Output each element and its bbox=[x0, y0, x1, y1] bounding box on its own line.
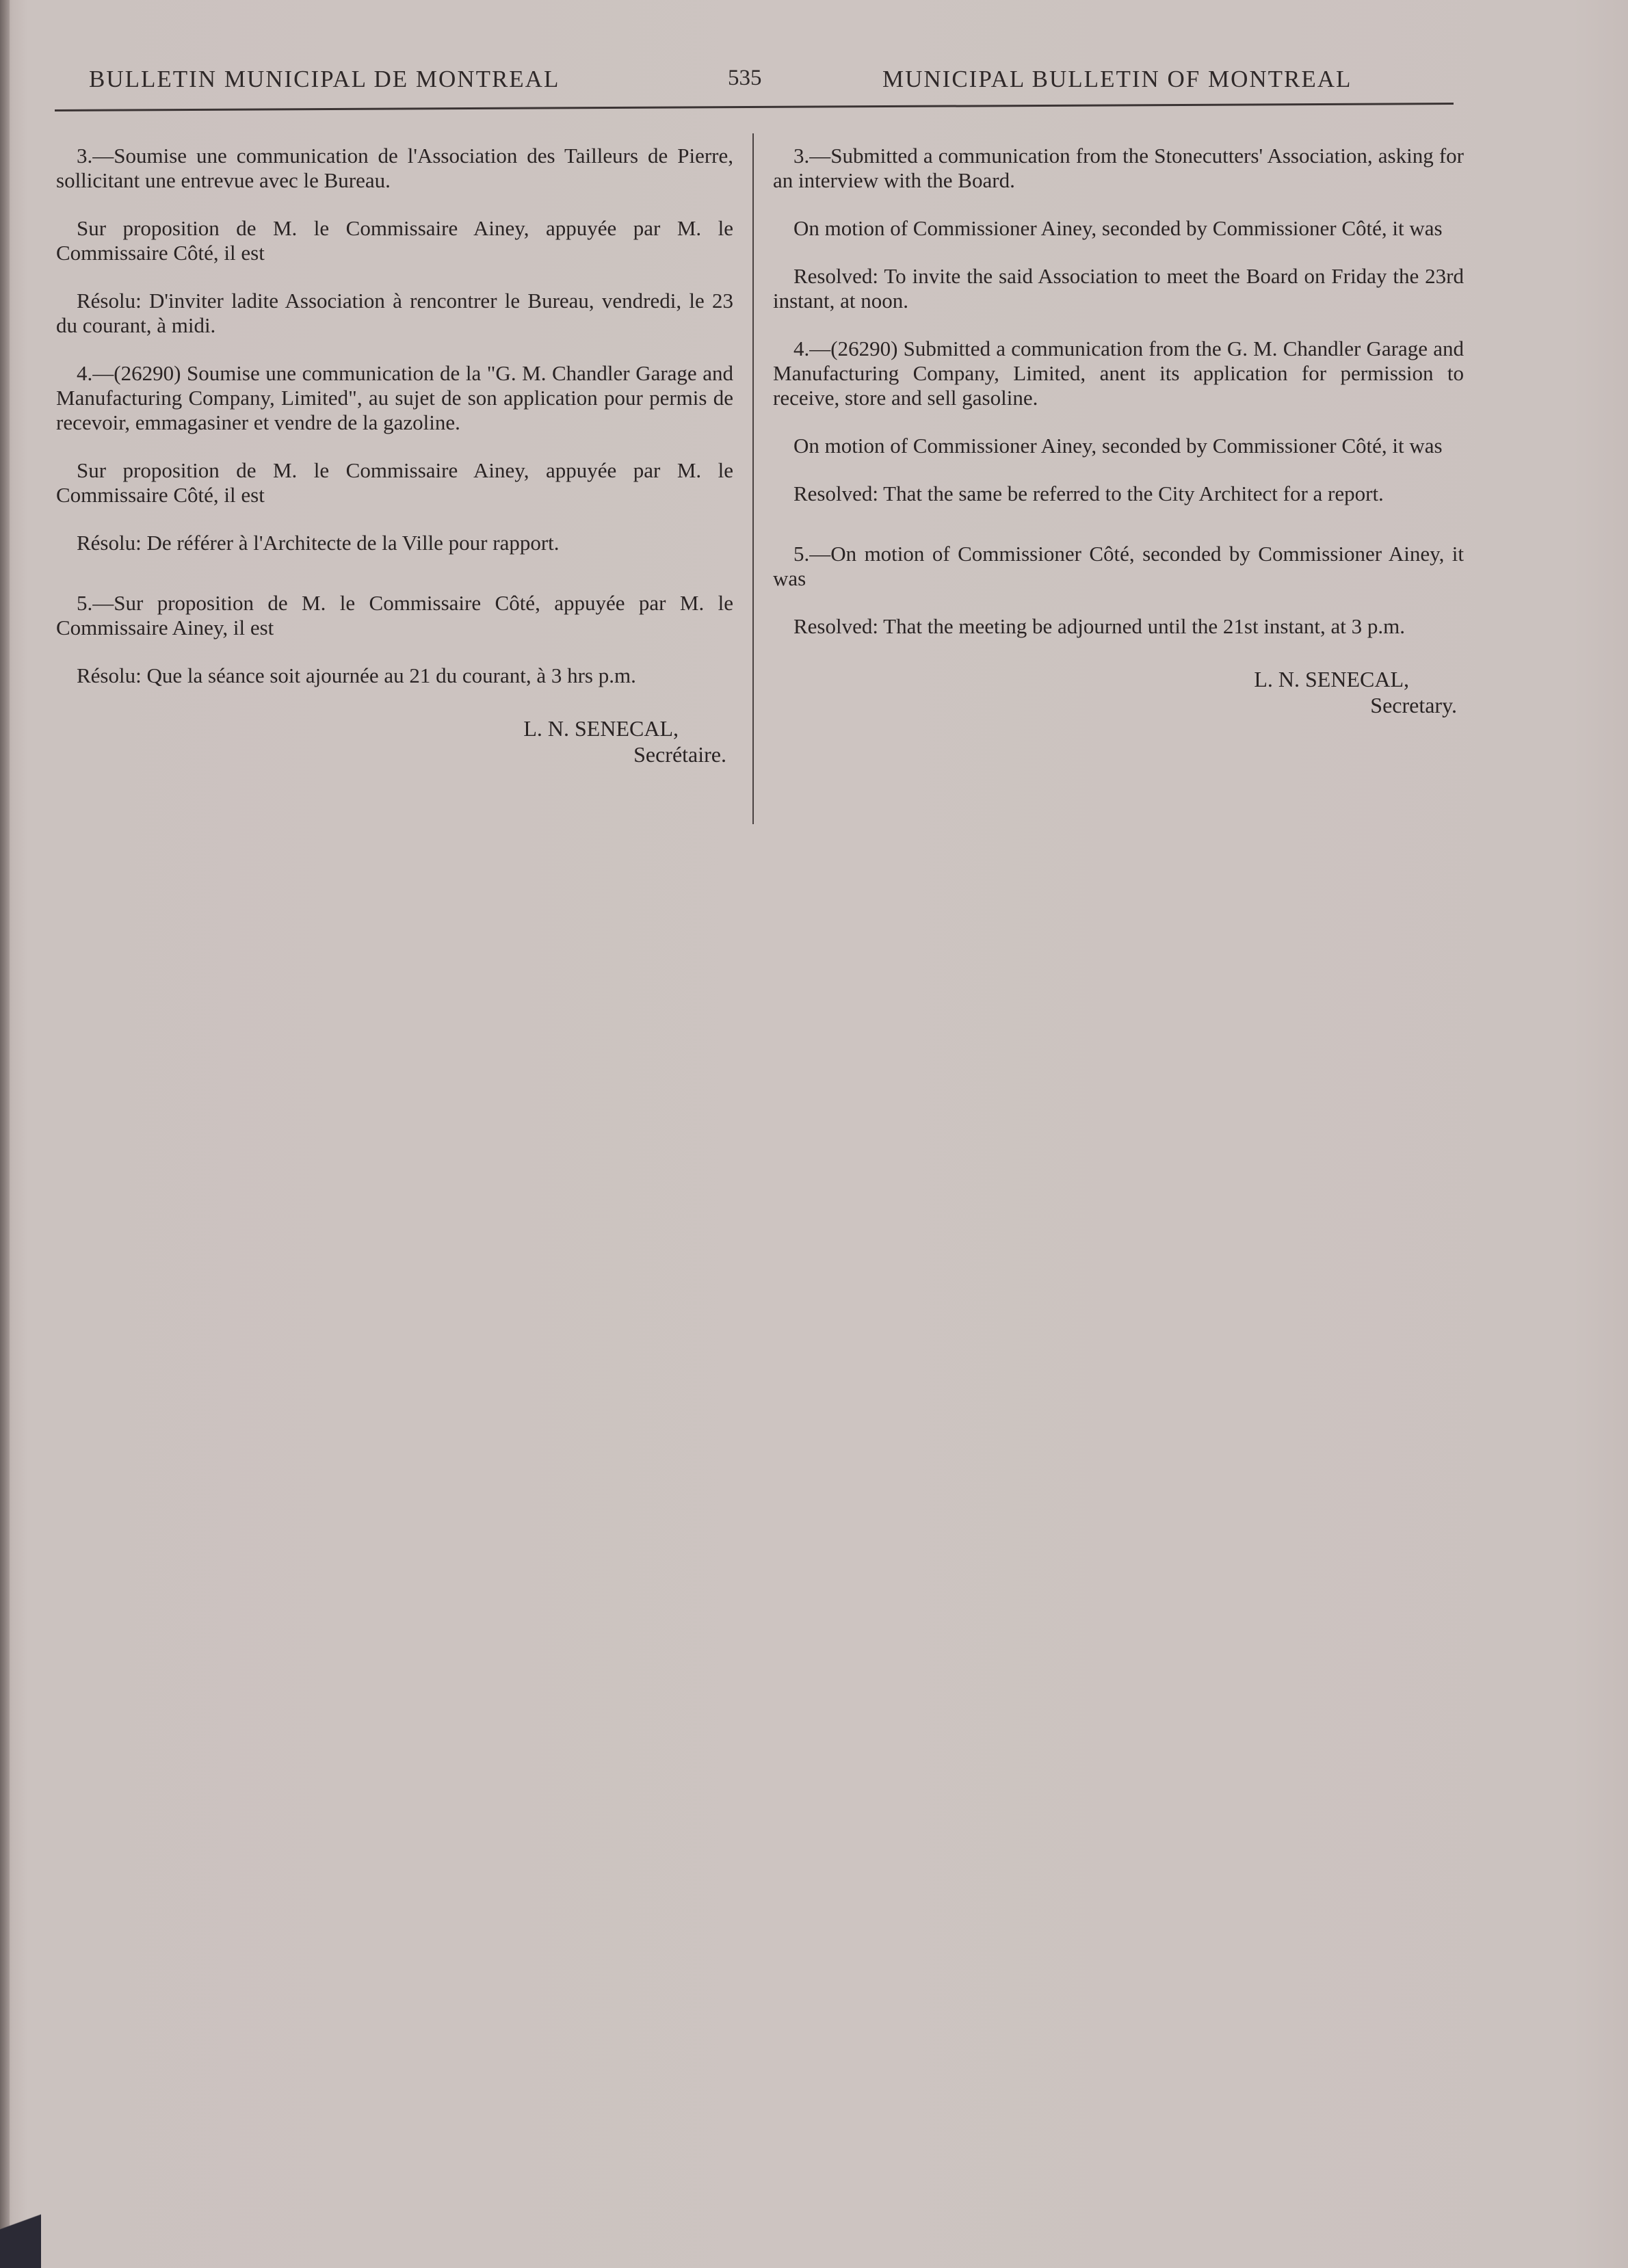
en-item-5: 5.—On motion of Commissioner Côté, seconded by Commissioner Ainey, it was bbox=[773, 542, 1464, 590]
header-french-title: BULLETIN MUNICIPAL DE MONTREAL bbox=[89, 66, 560, 92]
fr-resolution-5: Résolu: Que la séance soit ajournée au 21 du courant, à 3 hrs p.m. bbox=[77, 663, 636, 687]
en-motion-4: On motion of Commissioner Ainey, seconded by Commissioner Côté, it was bbox=[793, 434, 1443, 458]
en-resolution-3: Resolved: To invite the said Association to meet the Board on Friday the 23rd instant, at noon. bbox=[773, 264, 1464, 313]
en-signature bbox=[773, 666, 1464, 718]
french-column bbox=[56, 144, 733, 767]
en-resolution-5: Resolved: That the meeting be adjourned until the 21st instant, at 3 p.m. bbox=[793, 614, 1405, 638]
page-corner-shadow bbox=[0, 2193, 41, 2268]
fr-resolution-3: Résolu: D'inviter ladite Association à rencontrer le Bureau, vendredi, le 23 du courant, à midi. bbox=[56, 289, 733, 337]
en-signature-name: L. N. SENECAL, bbox=[1254, 667, 1409, 691]
en-item-4: 4.—(26290) Submitted a communication from the G. M. Chandler Garage and Manufacturing Company, Limited, anent its application for permission to receive, store and sell gasoline. bbox=[773, 337, 1464, 410]
fr-motion-3: Sur proposition de M. le Commissaire Ainey, appuyée par M. le Commissaire Côté, il est bbox=[56, 216, 733, 265]
english-column bbox=[773, 144, 1464, 718]
fr-signature-name: L. N. SENECAL, bbox=[523, 716, 679, 741]
header-rule bbox=[55, 103, 1454, 111]
column-divider bbox=[752, 133, 754, 824]
fr-signature bbox=[56, 715, 733, 767]
fr-motion-4: Sur proposition de M. le Commissaire Ainey, appuyée par M. le Commissaire Côté, il est bbox=[56, 458, 733, 507]
book-spine bbox=[0, 0, 10, 2268]
en-signature-title: Secretary. bbox=[1370, 693, 1457, 717]
fr-item-3: 3.—Soumise une communication de l'Association des Tailleurs de Pierre, sollicitant une entrevue avec le Bureau. bbox=[56, 144, 733, 192]
fr-item-4: 4.—(26290) Soumise une communication de la "G. M. Chandler Garage and Manufacturing Company, Limited", au sujet de son application pour permis de recevoir, emmagasiner et vendre de la gazoline. bbox=[56, 361, 733, 434]
page-number: 535 bbox=[728, 66, 762, 90]
en-item-3: 3.—Submitted a communication from the Stonecutters' Association, asking for an interview with the Board. bbox=[773, 144, 1464, 192]
fr-signature-title: Secrétaire. bbox=[633, 742, 726, 767]
fr-resolution-4: Résolu: De référer à l'Architecte de la Ville pour rapport. bbox=[77, 531, 560, 555]
header-english-title: MUNICIPAL BULLETIN OF MONTREAL bbox=[882, 66, 1352, 92]
en-motion-3: On motion of Commissioner Ainey, seconded by Commissioner Côté, it was bbox=[793, 216, 1443, 240]
en-resolution-4: Resolved: That the same be referred to the City Architect for a report. bbox=[793, 482, 1384, 505]
fr-item-5: 5.—Sur proposition de M. le Commissaire Côté, appuyée par M. le Commissaire Ainey, il est bbox=[56, 591, 733, 639]
